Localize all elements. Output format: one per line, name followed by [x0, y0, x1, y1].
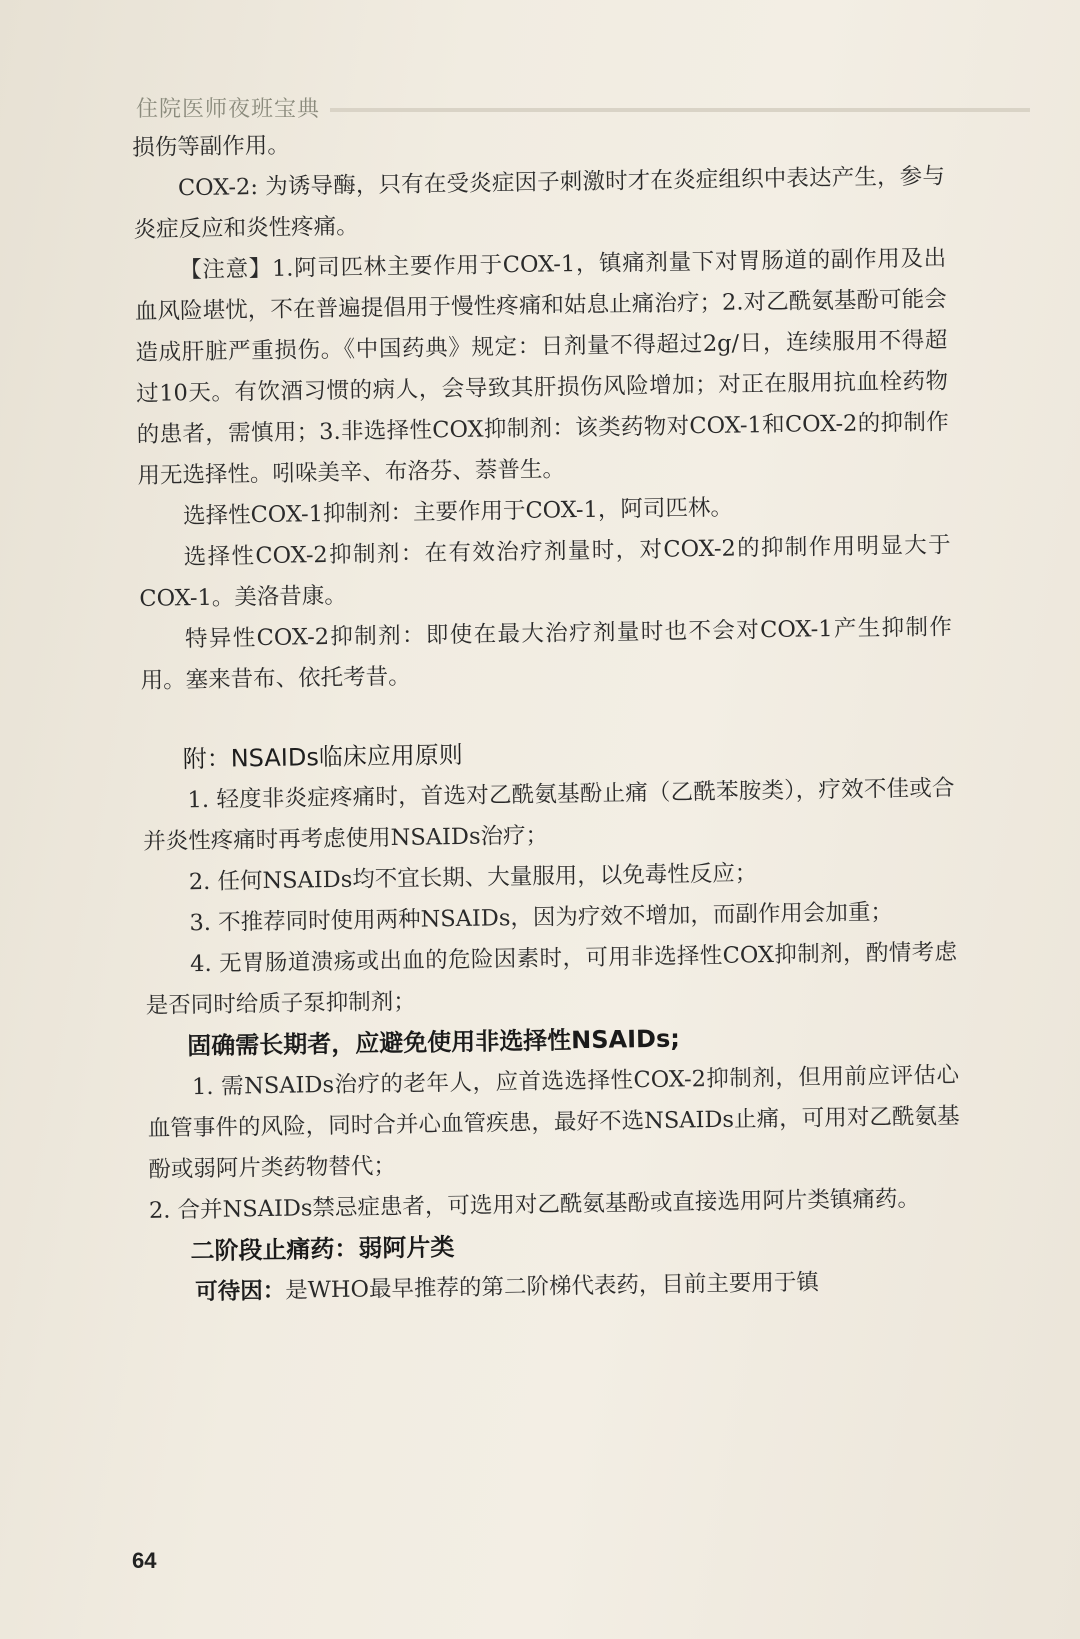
- list-item: 1. 轻度非炎症疼痛时，首选对乙酰氨基酚止痛（乙酰苯胺类），疗效不佳或合并炎性疼痛时再考虑使用NSAIDs治疗；: [143, 775, 955, 855]
- section-heading-weak-opioids: 二阶段止痛药：弱阿片类: [190, 1233, 455, 1266]
- paragraph-cox2: COX-2: 为诱导酶，只有在受炎症因子刺激时才在炎症组织中表达产生，参与炎症反应和炎性疼痛。: [133, 163, 946, 243]
- page-body: [132, 115, 963, 1314]
- paragraph: 损伤等副作用。: [132, 132, 291, 161]
- list-item: 2. 合并NSAIDs禁忌症患者，可选用对乙酰氨基酚或直接选用阿片类镇痛药。: [148, 1185, 921, 1224]
- paragraph-specific-cox2: 特异性COX-2抑制剂：即使在最大治疗剂量时也不会对COX-1产生抑制作用。塞来昔布、依托考昔。: [140, 614, 953, 694]
- page-number: 64: [132, 1548, 157, 1573]
- paragraph-cox1-inhibitor: 选择性COX-1抑制剂：主要作用于COX-1，阿司匹林。: [182, 494, 734, 530]
- section-heading-nsaids: 附：NSAIDs临床应用原则: [182, 740, 464, 774]
- paragraph-note: 【注意】1.阿司匹林主要作用于COX-1，镇痛剂量下对胃肠道的副作用及出血风险堪忧，不在普遍提倡用于慢性疼痛和姑息止痛治疗；2.对乙酰氨基酚可能会造成肝脏严重损伤。《中国药典》规定：日剂量不得超过2g/日，连续服用不得超过10天。有饮酒习惯的病人，会导致其肝损伤风险增加；对正在服用抗血栓药物的患者，需慎用；3.非选择性COX抑制剂：该类药物对COX-1和COX-2的抑制作用无选择性。吲哚美辛、布洛芬、萘普生。: [134, 245, 949, 489]
- header-divider: [330, 108, 1030, 112]
- list-item: 3. 不推荐同时使用两种NSAIDs，因为疗效不增加，而副作用会加重；: [189, 899, 894, 937]
- section-heading-long-term: 固确需长期者，应避免使用非选择性NSAIDs;: [187, 1024, 681, 1061]
- list-item: 1. 需NSAIDs治疗的老年人，应首选选择性COX-2抑制剂，但用前应评估心血管事件的风险，同时合并心血管疾患，最好不选NSAIDs止痛，可用对乙酰氨基酚或弱阿片类药物替代；: [147, 1062, 960, 1183]
- codeine-text: 是WHO最早推荐的第二阶梯代表药，目前主要用于镇: [285, 1269, 820, 1304]
- paragraph-cox2-inhibitor: 选择性COX-2抑制剂：在有效治疗剂量时，对COX-2的抑制作用明显大于COX-1。美洛昔康。: [139, 532, 951, 612]
- list-item: 4. 无胃肠道溃疡或出血的危险因素时，可用非选择性COX抑制剂，酌情考虑是否同时给质子泵抑制剂；: [145, 939, 958, 1019]
- list-item: 2. 任何NSAIDs均不宜长期、大量服用，以免毒性反应；: [188, 860, 758, 896]
- codeine-label: 可待因：: [195, 1277, 286, 1306]
- running-header: 住院医师夜班宝典: [136, 97, 321, 122]
